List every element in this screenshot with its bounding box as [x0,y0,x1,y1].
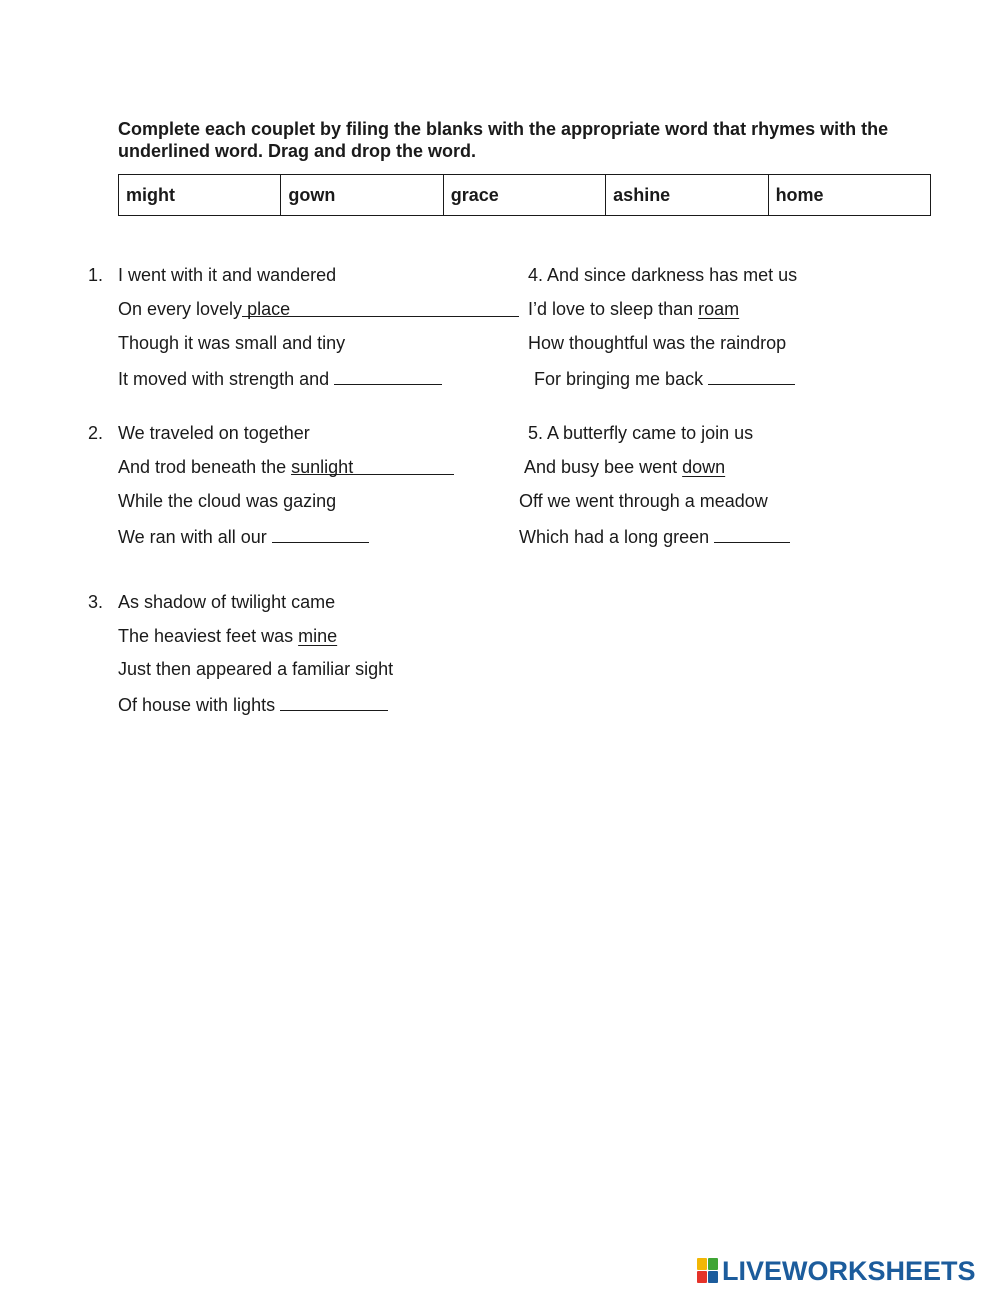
poem-5-line-4 [519,524,790,548]
liveworksheets-logo [697,1254,976,1288]
poem-5-line-2-text: And busy bee went [524,457,678,477]
poem-3-number: 3. [88,592,104,612]
poem-3-answer-blank[interactable] [280,692,388,711]
poem-4-answer-blank[interactable] [708,366,795,385]
poem-3-line-1: As shadow of twilight came [118,592,336,612]
poem-1-underlined-word: place [247,299,291,319]
word-bank [118,174,931,216]
poem-5-line-3: Off we went through a meadow [519,491,768,511]
poem-5-line-4-text: Which had a long green [519,527,710,547]
poem-4-line-1: 4. And since darkness has met us [528,265,798,285]
logo-block-yellow [697,1258,707,1270]
poem-2-line-1: We traveled on together [118,423,310,443]
poem-4-line-3: How thoughtful was the raindrop [528,333,787,353]
poem-3-line-3: Just then appeared a familiar sight [118,659,394,679]
poem-1-line-3: Though it was small and tiny [118,333,346,353]
poem-4-line-4-text: For bringing me back [534,369,704,389]
poem-2-number: 2. [88,423,104,443]
word-bank-option-grace[interactable]: grace [443,175,605,216]
poem-1-line-2 [118,298,519,320]
poem-1-number: 1. [88,265,104,285]
word-bank-option-gown[interactable]: gown [281,175,443,216]
poem-2-answer-blank[interactable] [272,524,369,543]
poem-2-line-2-text: And trod beneath the [118,457,287,477]
poem-3-underlined-word: mine [298,626,338,646]
poem-2-line-4-text: We ran with all our [118,527,267,547]
word-bank-option-ashine[interactable]: ashine [606,175,768,216]
liveworksheets-logo-text: LIVEWORKSHEETS [722,1255,976,1286]
liveworksheets-blocks-icon [697,1258,719,1284]
poem-1-answer-blank[interactable] [334,366,442,385]
poem-4-line-4 [534,366,795,390]
poem-1-line-1: I went with it and wandered [118,265,337,285]
poem-2-line-4 [118,524,369,548]
poem-3-line-2 [118,625,337,647]
poem-2-line-2 [118,456,454,478]
poem-5-underlined-word: down [682,457,726,477]
poem-3-line-2-text: The heaviest feet was [118,626,294,646]
poem-3-line-4-text: Of house with lights [118,695,276,715]
logo-block-green [708,1258,718,1270]
word-bank-option-might[interactable]: might [119,175,281,216]
poem-5-line-2 [524,456,725,478]
poem-1-line-4-text: It moved with strength and [118,369,330,389]
logo-block-blue [708,1271,718,1283]
poem-1-rhyme-blank [242,298,519,317]
poem-2-rhyme-blank [291,456,454,475]
poem-4-line-2-text: I’d love to sleep than [528,299,694,319]
poem-5-line-1: 5. A butterfly came to join us [528,423,754,443]
poem-1-line-2-text: On every lovely [118,299,243,319]
poem-2-underlined-word: sunlight [291,457,354,477]
poem-4-line-2 [528,298,739,320]
logo-block-red [697,1271,707,1283]
word-bank-option-home[interactable]: home [768,175,930,216]
instructions: Complete each couplet by filing the blanks with the appropriate word that rhymes with the underlined word. Drag and drop the word. [118,119,889,161]
poem-4-underlined-word: roam [698,299,740,319]
poem-5-answer-blank[interactable] [714,524,790,543]
poem-2-line-3: While the cloud was gazing [118,491,337,511]
poem-1-line-4 [118,366,442,390]
poem-3-line-4 [118,692,388,716]
